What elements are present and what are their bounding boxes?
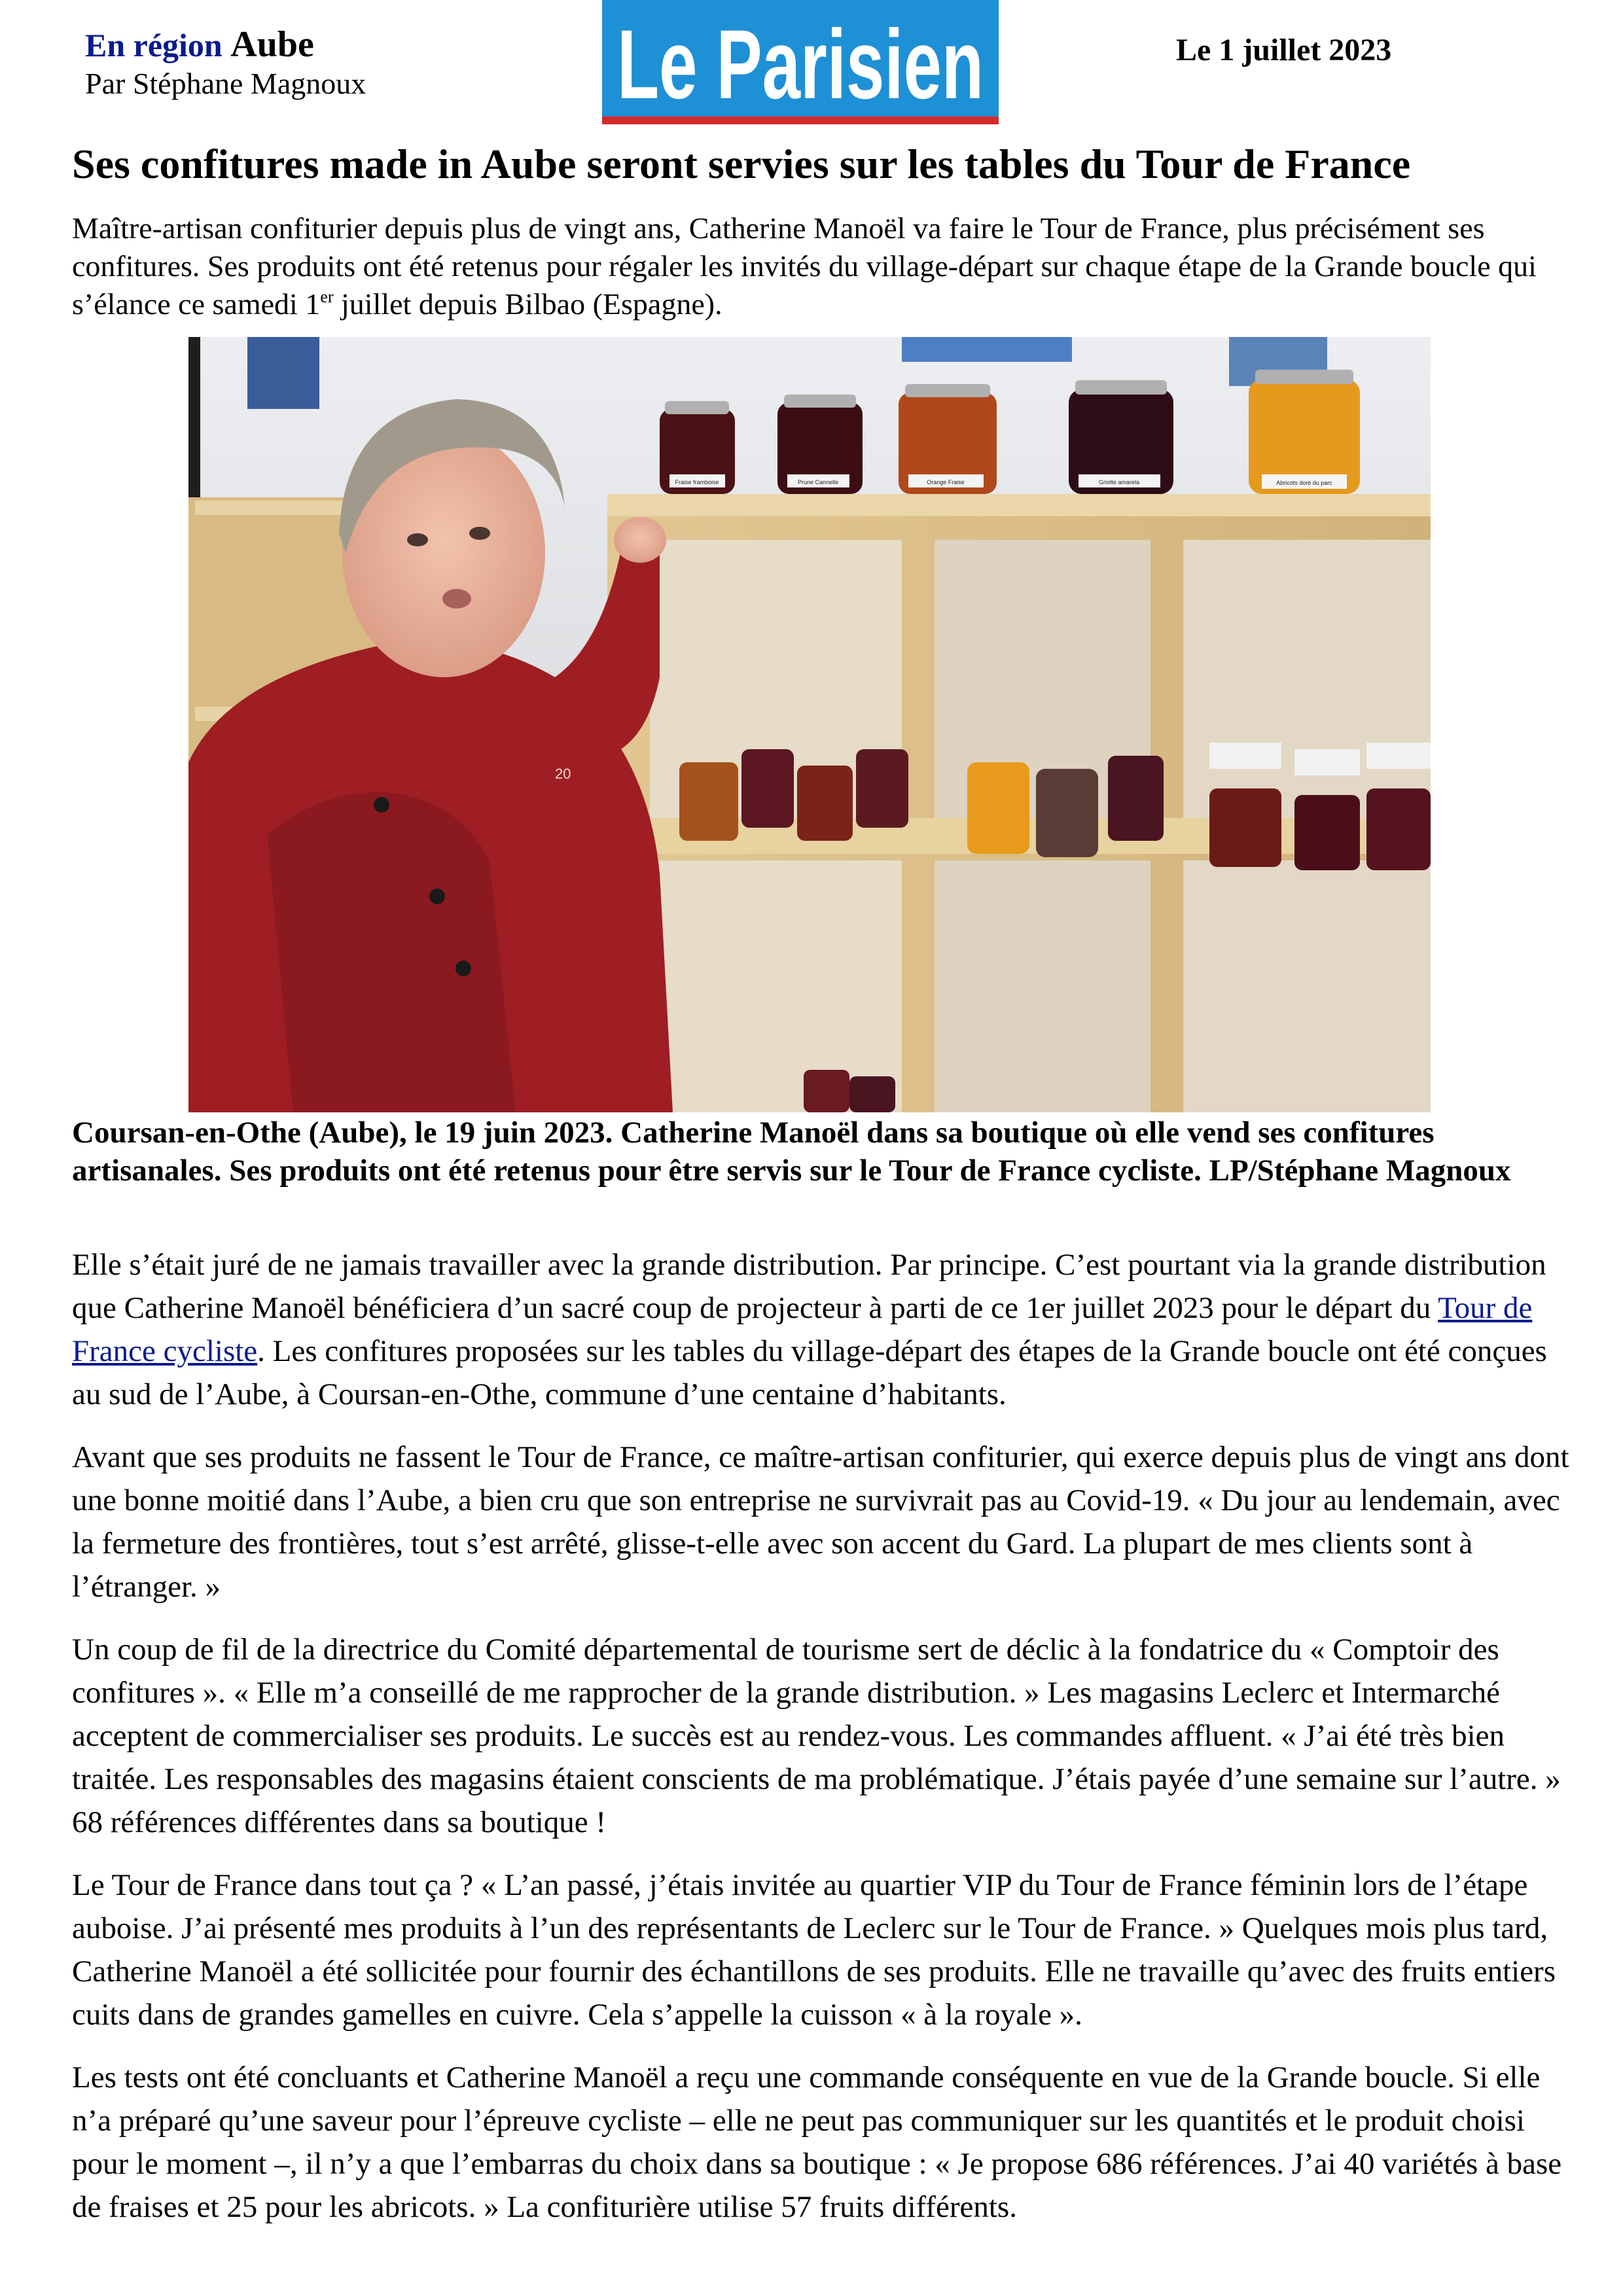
body-paragraph: Le Tour de France dans tout ça ? « L’an passé, j’étais invitée au quartier VIP du Tour de France féminin lors de l’étape auboise. J’ai présenté mes produits à l’un des représentants de Leclerc sur le Tour de France. » Quelques mois plus tard, Catherine Manoël a été sollicitée pour fournir des échantillons de ses produits. Elle ne travaille qu’avec des fruits entiers cuits dans de grandes gamelles en cuivre. Cela s’appelle la cuisson « à la royale ». — [72, 1868, 1556, 2032]
photo-caption: Coursan-en-Othe (Aube), le 19 juin 2023. Catherine Manoël dans sa boutique où elle vend ses confitures artisanales. Ses produits ont été retenus pour être servis sur le Tour de France cycliste. LP/Stéphane Magnoux — [72, 1116, 1511, 1188]
lead-text-start: Maître-artisan confiturier depuis plus de vingt ans, Catherine Manoël va faire le Tour de France, plus précisément ses confitures. Ses produits ont été retenus pour régaler les invités du village-départ sur chaque étape de la Grande boucle qui s’élance ce samedi 1 — [72, 211, 1537, 321]
jacket-embroidery: 20 — [555, 766, 571, 782]
body-paragraph — [72, 1243, 1571, 1416]
le-parisien-logo — [602, 0, 999, 124]
paragraph-1-end: . Les confitures proposées sur les tables du village-départ des étapes de la Grande boucle ont été conçues au sud de l’Aube, à Coursan-en-Othe, commune d’une centaine d’habitants. — [72, 1334, 1547, 1411]
wall-poster-left — [247, 337, 319, 409]
body-paragraph: Les tests ont été concluants et Catherine Manoël a reçu une commande conséquente en vue de la Grande boucle. Si elle n’a préparé qu’une saveur pour l’épreuve cycliste – elle ne peut pas communiquer sur les quantités et le produit choisi pour le moment –, il n’y a que l’embarras du choix dans sa boutique : « Je propose 686 références. J’ai 40 variétés à base de fraises et 25 pour les abricots. » La confiturière utilise 57 fruits différents. — [72, 2060, 1562, 2224]
paragraph-1-start: Elle s’était juré de ne jamais travailler avec la grande distribution. Par principe. C’est pourtant via la grande distribution que Catherine Manoël bénéficiera d’un sacré coup de projecteur à parti de ce 1er juillet 2023 pour le départ du — [72, 1248, 1546, 1325]
lead-superscript: er — [320, 287, 334, 306]
publication-date: Le 1 juillet 2023 — [1176, 33, 1392, 67]
lead-text-end: juillet depuis Bilbao (Espagne). — [333, 287, 722, 321]
jar-label-3: Orange Fraise — [927, 479, 965, 486]
article-headline: Ses confitures made in Aube seront servies sur les tables du Tour de France — [72, 141, 1411, 187]
jar-label-5: Abricots doré du parc — [1276, 480, 1332, 486]
logo-wordmark: Le Parisien — [617, 9, 984, 119]
jar-label-2: Prune Cannelle — [797, 479, 839, 486]
body-paragraph: Un coup de fil de la directrice du Comité départemental de tourisme sert de déclic à la fondatrice du « Comptoir des confitures ». « Elle m’a conseillé de me rapprocher de la grande distribution. » Les magasins Leclerc et Intermarché acceptent de commercialiser ses produits. Le succès est au rendez-vous. Les commandes affluent. « J’ai été très bien traitée. Les responsables des magasins étaient conscients de ma problématique. J’étais payée d’une semaine sur l’autre. » 68 références différentes dans sa boutique ! — [72, 1633, 1561, 1839]
article-photo — [188, 337, 1431, 1112]
wall-poster-top — [902, 337, 1072, 362]
author-byline: Par Stéphane Magnoux — [85, 67, 366, 100]
region-name: Aube — [230, 24, 314, 65]
jar-label-4: Griotte amarela — [1098, 479, 1140, 486]
region-header — [85, 25, 314, 65]
tour-de-france-link[interactable]: Tour de France cycliste — [72, 1291, 1533, 1368]
body-paragraph: Avant que ses produits ne fassent le Tour de France, ce maître-artisan confiturier, qui exerce depuis plus de vingt ans dont une bonne moitié dans l’Aube, a bien cru que son entreprise ne survivrait pas au Covid-19. « Du jour au lendemain, avec la fermeture des frontières, tout s’est arrêté, glisse-t-elle avec son accent du Gard. La plupart de mes clients sont à l’étranger. » — [72, 1440, 1569, 1604]
region-label: En région — [85, 27, 223, 63]
article-lead — [72, 209, 1577, 323]
article-body — [72, 1243, 1571, 2248]
jar-label-1: Fraise framboise — [675, 479, 719, 486]
